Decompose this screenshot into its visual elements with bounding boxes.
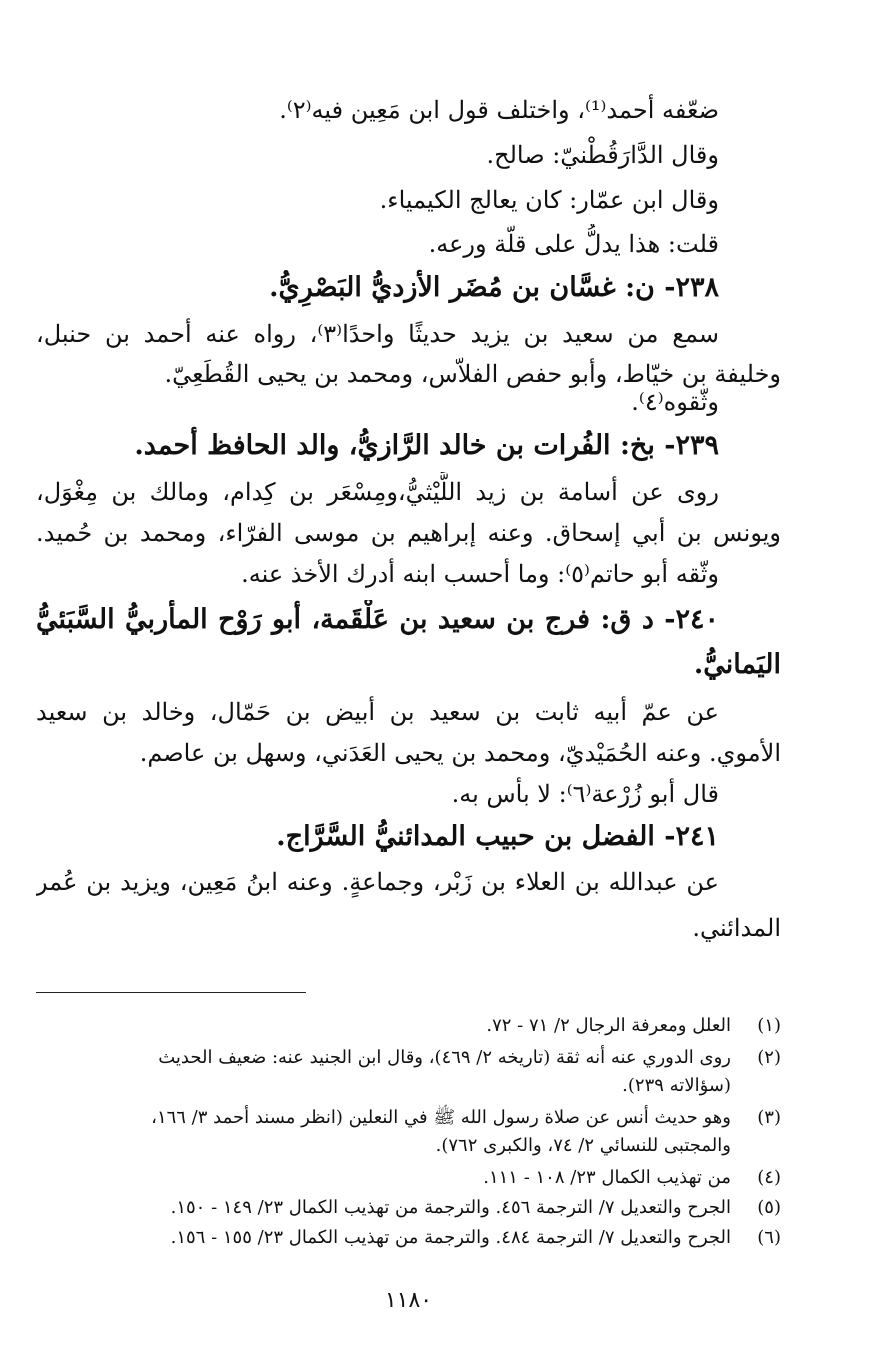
footnote-number: (٥) (757, 1197, 781, 1218)
text-line: قال أبو زُرْعة⁽٦⁾: لا بأس به. (451, 780, 719, 808)
text-line: قلت: هذا يدلُّ على قلّة ورعه. (428, 230, 719, 258)
footnote-number: (٢) (757, 1047, 781, 1068)
footnote (36, 1104, 781, 1160)
entry-heading-240-cont: اليَمانيُّ. (693, 649, 781, 680)
footnote-text: وهو حديث أنس عن صلاة رسول الله ﷺ في النعلين (انظر مسند أحمد ٣/ ١٦٦، (151, 1107, 731, 1128)
text-line: ضعّفه أحمد⁽¹⁾، واختلف قول ابن مَعِين فيه⁽٢⁾. (279, 96, 719, 124)
footnote (36, 1164, 781, 1192)
footnote (36, 1224, 781, 1252)
footnote-number: (٤) (757, 1167, 781, 1188)
footnote-text: روى الدوري عنه أنه ثقة (تاريخه ٢/ ٤٦٩)، وقال ابن الجنيد عنه: ضعيف الحديث (158, 1047, 731, 1068)
text-line: ويونس بن أبي إسحاق. وعنه إبراهيم بن موسى الفرّاء، ومحمد بن حُميد. (36, 519, 781, 547)
footnote-text: العلل ومعرفة الرجال ٢/ ٧١ - ٧٢. (486, 1015, 731, 1036)
text-line: وخليفة بن خيّاط، وأبو حفص الفلاّس، ومحمد بن يحيى القُطَعِيّ. (164, 360, 781, 388)
footnote-text: الجرح والتعديل ٧/ الترجمة ٤٨٤. والترجمة من تهذيب الكمال ٢٣/ ١٥٥ - ١٥٦. (170, 1227, 731, 1248)
entry-heading-238: ٢٣٨- ن: غسَّان بن مُضَر الأزديُّ البَصْرِيُّ. (269, 272, 719, 303)
entry-heading-241: ٢٤١- الفضل بن حبيب المدائنيُّ السَّرَّاج. (276, 821, 719, 852)
page-number: ١١٨٠ (384, 1288, 433, 1313)
footnote (36, 1044, 781, 1100)
entry-heading-240: ٢٤٠- د ق: فرج بن سعيد بن عَلْقَمة، أبو رَوْح المأربيُّ السَّبَئيُّ (36, 604, 719, 635)
entry-heading-239: ٢٣٩- بخ: الفُرات بن خالد الرَّازيُّ، والد الحافظ أحمد. (134, 430, 719, 461)
book-page (36, 80, 781, 1350)
text-line: وقال ابن عمّار: كان يعالج الكيمياء. (379, 186, 719, 214)
footnote-text: والمجتبى للنسائي ٢/ ٧٤، والكبرى ٧٦٢). (435, 1135, 731, 1156)
footnote-number: (٣) (757, 1107, 781, 1128)
footnote (36, 1194, 781, 1222)
footnote-number: (٦) (757, 1227, 781, 1248)
footnote (36, 1012, 781, 1040)
text-line: وثّقوه⁽٤⁾. (631, 388, 719, 416)
text-line: سمع من سعيد بن يزيد حديثًا واحدًا⁽٣⁾، رواه عنه أحمد بن حنبل، (36, 320, 719, 348)
text-line: وقال الدَّارَقُطْنيّ: صالح. (486, 141, 719, 169)
footnote-separator (36, 992, 306, 993)
text-line: عن عمّ أبيه ثابت بن سعيد بن أبيض بن حَمّال، وخالد بن سعيد (36, 698, 719, 726)
text-line: الأموي. وعنه الحُمَيْديّ، ومحمد بن يحيى العَدَني، وسهل بن عاصم. (139, 739, 781, 767)
text-line: المدائني. (692, 914, 781, 942)
text-line: روى عن أسامة بن زيد اللَّيْثيُّ،ومِسْعَر بن كِدام، ومالك بن مِغْوَل، (36, 478, 719, 506)
text-line: عن عبدالله بن العلاء بن زَبْر، وجماعةٍ. وعنه ابنُ مَعِين، ويزيد بن عُمر (36, 868, 719, 896)
footnote-text: من تهذيب الكمال ٢٣/ ١٠٨ - ١١١. (483, 1167, 731, 1188)
footnote-number: (١) (757, 1015, 781, 1036)
footnote-text: الجرح والتعديل ٧/ الترجمة ٤٥٦. والترجمة من تهذيب الكمال ٢٣/ ١٤٩ - ١٥٠. (170, 1197, 731, 1218)
footnote-text: (سؤالاته ٢٣٩). (622, 1075, 731, 1096)
text-line: وثّقه أبو حاتم⁽٥⁾: وما أحسب ابنه أدرك الأخذ عنه. (241, 560, 719, 588)
